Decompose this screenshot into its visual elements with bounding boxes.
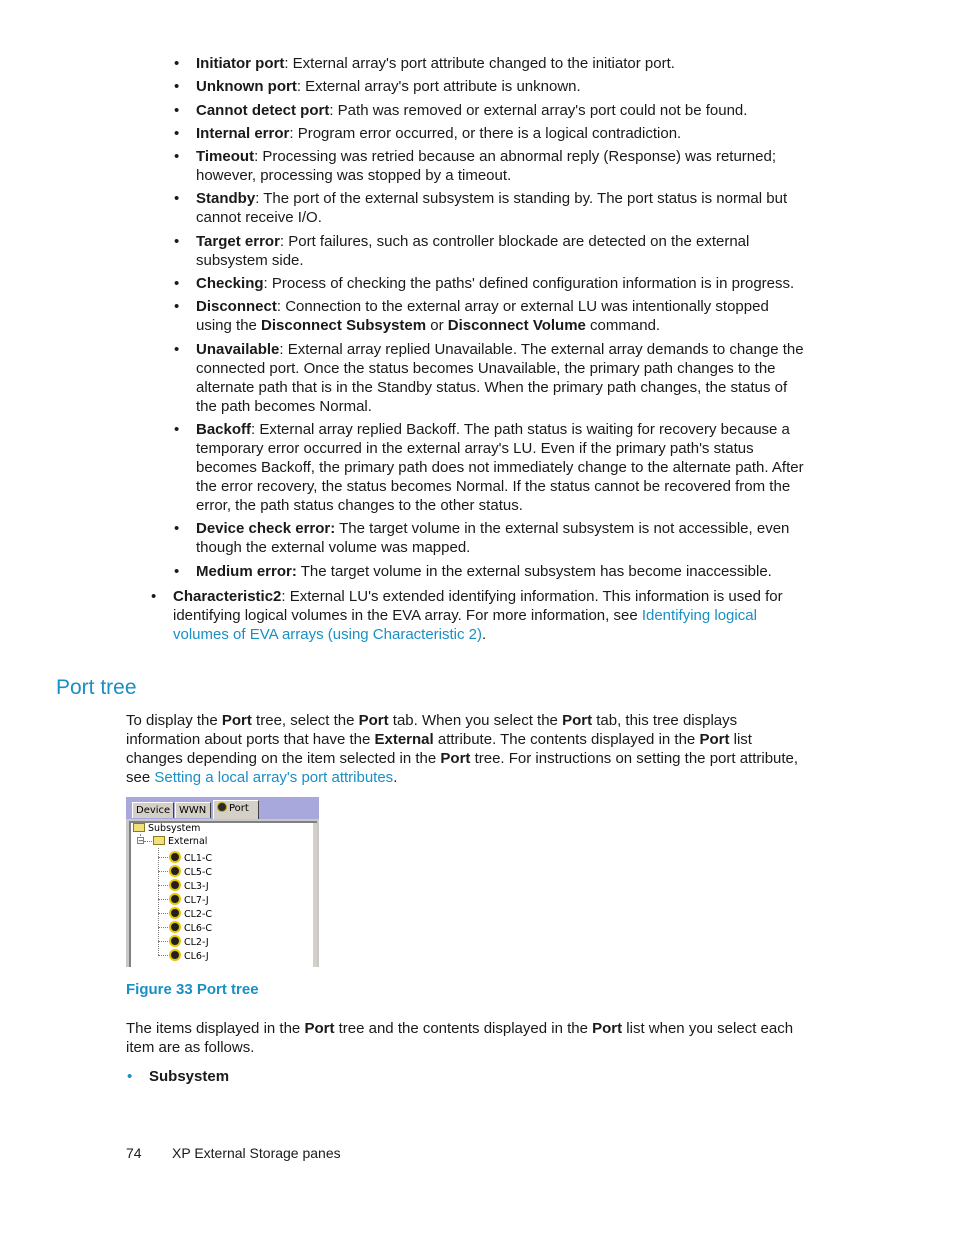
section-heading: Port tree xyxy=(56,676,137,699)
tree-panel xyxy=(129,821,317,967)
port-icon xyxy=(169,935,181,947)
list-item: • Device check error: The target volume in the external subsystem is not accessible, even though the external volume was mapped. xyxy=(196,519,806,557)
port-icon xyxy=(169,879,181,891)
list-item: • Checking: Process of checking the paths' defined configuration information is in progress. xyxy=(196,274,806,293)
figure-caption: Figure 33 Port tree xyxy=(126,981,259,998)
intro-paragraph: To display the Port tree, select the Port tab. When you select the Port tab, this tree displays information about ports that have the External attribute. The contents displayed in the Port list changes depending on the item selected in the Port tree. For instructions on setting the port attribute, see Setting a local array's port attributes. xyxy=(126,712,799,786)
tree-connector xyxy=(158,941,168,942)
list-item: • Backoff: External array replied Backoff. The path status is waiting for recovery because a temporary error occurred in the external array's LU. Even if the primary path's status becomes Backoff, the primary path does not immediately change to the alternate path. After the error recovery, the status becomes Normal. If the status cannot be recovered from the error, the path status changes to the other status. xyxy=(196,420,806,515)
tree-connector xyxy=(158,955,168,956)
port-attributes-link[interactable]: Setting a local array's port attributes xyxy=(154,769,394,786)
list-item: • Standby: The port of the external subsystem is standing by. The port status is normal but cannot receive I/O. xyxy=(196,189,806,227)
tab-port[interactable]: Port xyxy=(213,800,259,819)
port-icon xyxy=(169,921,181,933)
tree-connector xyxy=(158,913,168,914)
list-item: • Cannot detect port: Path was removed or external array's port could not be found. xyxy=(196,101,806,120)
tree-item-port[interactable]: CL3-J xyxy=(169,879,209,893)
tree-item-port[interactable]: CL1-C xyxy=(169,851,212,865)
tree-item-port[interactable]: CL2-C xyxy=(169,907,212,921)
tree-connector xyxy=(144,841,152,842)
subsystem-bullet: • Subsystem xyxy=(149,1067,229,1086)
list-item: • Disconnect: Connection to the external array or external LU was intentionally stopped using the Disconnect Subsystem or Disconnect Volume command. xyxy=(196,297,806,335)
tree-connector xyxy=(158,857,168,858)
tree-connector xyxy=(158,848,159,955)
list-item: • Target error: Port failures, such as controller blockade are detected on the external subsystem side. xyxy=(196,232,806,270)
characteristic2-item: • Characteristic2: External LU's extended identifying information. This information is used for identifying logical volumes in the EVA array. For more information, see Identifying logical volumes of EVA arrays (using Characteristic 2). xyxy=(173,587,783,644)
tree-item-subsystem[interactable]: Subsystem xyxy=(133,823,200,835)
tree-item-port[interactable]: CL6-C xyxy=(169,921,212,935)
tree-connector xyxy=(158,899,168,900)
tab-wwn[interactable]: WWN xyxy=(175,802,211,818)
followup-paragraph: The items displayed in the Port tree and the contents displayed in the Port list when you select each item are as follows. xyxy=(126,1020,794,1056)
folder-open-icon xyxy=(133,823,145,832)
folder-open-icon xyxy=(153,836,165,845)
scrollbar[interactable] xyxy=(313,823,317,967)
tree-item-port[interactable]: CL5-C xyxy=(169,865,212,879)
port-icon xyxy=(217,802,227,812)
list-item: • Medium error: The target volume in the external subsystem has become inaccessible. xyxy=(196,562,806,581)
list-item: • Timeout: Processing was retried because an abnormal reply (Response) was returned; however, processing was stopped by a timeout. xyxy=(196,147,806,185)
port-icon xyxy=(169,893,181,905)
tree-item-port[interactable]: CL7-J xyxy=(169,893,209,907)
tree-item-port[interactable]: CL6-J xyxy=(169,949,209,963)
tree-connector xyxy=(158,885,168,886)
tab-device[interactable]: Device xyxy=(132,802,174,818)
tree-item-port[interactable]: CL2-J xyxy=(169,935,209,949)
tree-connector xyxy=(158,927,168,928)
list-item: • Unknown port: External array's port attribute is unknown. xyxy=(196,77,806,96)
list-item: • Initiator port: External array's port attribute changed to the initiator port. xyxy=(196,54,806,73)
port-icon xyxy=(169,851,181,863)
port-icon xyxy=(169,865,181,877)
list-item: • Unavailable: External array replied Unavailable. The external array demands to change the connected port. Once the status becomes Unavailable, the primary path changes to the alternate path that is in the Standby status. When the primary path changes, the status of the path becomes Normal. xyxy=(196,340,806,416)
list-item: • Internal error: Program error occurred, or there is a logical contradiction. xyxy=(196,124,806,143)
port-icon xyxy=(169,907,181,919)
port-icon xyxy=(169,949,181,961)
port-tree-screenshot xyxy=(126,797,319,967)
tree-item-external[interactable]: External xyxy=(153,836,207,848)
characteristic2-link[interactable]: Identifying logical volumes of EVA arrays (using Characteristic 2) xyxy=(173,607,757,643)
collapse-icon[interactable]: − xyxy=(138,837,144,845)
status-list xyxy=(196,54,806,585)
page-number: 74 xyxy=(126,1145,142,1161)
footer-title: XP External Storage panes xyxy=(172,1145,341,1161)
tree-connector xyxy=(158,871,168,872)
